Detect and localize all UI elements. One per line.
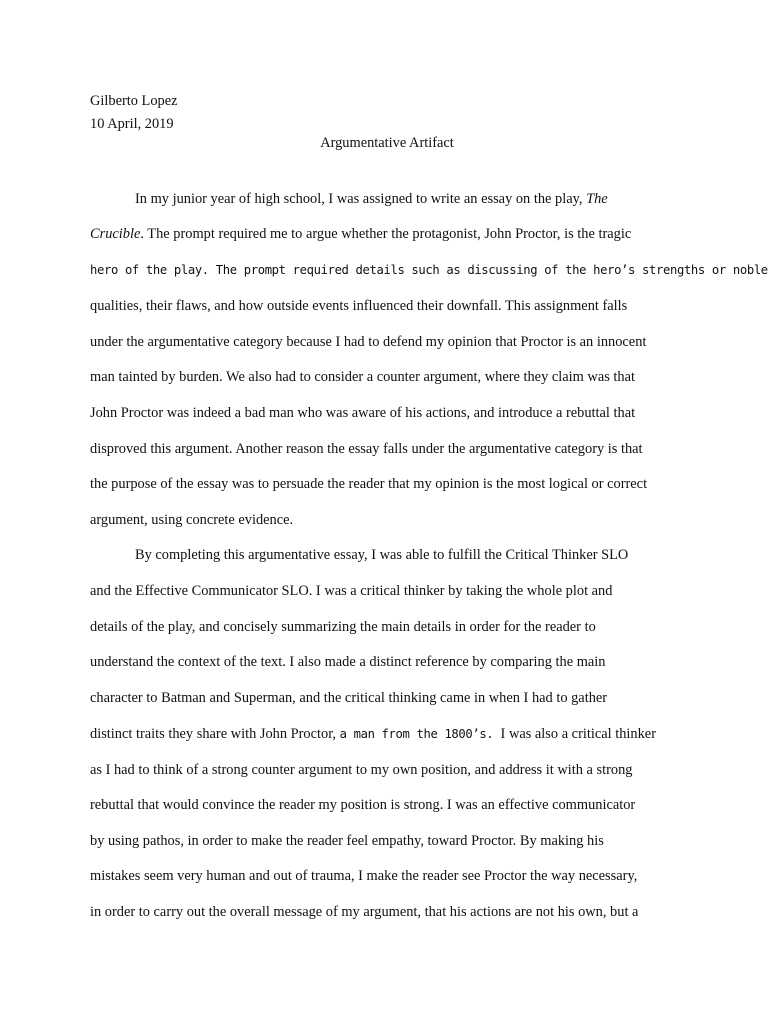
text-line: [90, 224, 631, 244]
play-title-italic: Crucible: [90, 226, 141, 242]
text-run: distinct traits they share with John Proctor,: [90, 726, 340, 742]
text-line: details of the play, and concisely summarizing the main details in order for the reader to: [90, 619, 596, 635]
text-run: In my junior year of high school, I was assigned to write an essay on the play,: [135, 191, 587, 207]
author-name: Gilberto Lopez: [90, 93, 178, 109]
text-line: rebuttal that would convince the reader my position is strong. I was an effective communicator: [90, 797, 636, 813]
text-line: as I had to think of a strong counter argument to my own position, and address it with a strong: [90, 762, 633, 778]
text-run: I was also a critical thinker: [493, 726, 656, 742]
text-line: character to Batman and Superman, and the critical thinking came in when I had to gather: [90, 690, 608, 706]
text-line: in order to carry out the overall message of my argument, that his actions are not his own, but a: [90, 904, 639, 920]
text-line: the purpose of the essay was to persuade the reader that my opinion is the most logical or correct: [90, 476, 648, 492]
text-line: mistakes seem very human and out of trauma, I make the reader see Proctor the way necessary,: [90, 868, 638, 884]
text-line: hero of the play. The prompt required details such as discussing of the hero’s strengths or noble: [90, 263, 768, 277]
text-line: [90, 724, 656, 744]
text-line: By completing this argumentative essay, I was able to fulfill the Critical Thinker SLO: [135, 547, 629, 563]
text-line: man tainted by burden. We also had to consider a counter argument, where they claim was that: [90, 369, 635, 385]
text-run-alt-font: a man from the 1800’s.: [339, 727, 494, 741]
text-line: qualities, their flaws, and how outside events influenced their downfall. This assignment falls: [90, 298, 628, 314]
text-line: John Proctor was indeed a bad man who was aware of his actions, and introduce a rebuttal that: [90, 405, 636, 421]
play-title-italic: The: [586, 191, 608, 207]
text-run: . The prompt required me to argue whether the protagonist, John Proctor, is the tragic: [140, 226, 632, 242]
text-line: argument, using concrete evidence.: [90, 512, 294, 528]
document-date: 10 April, 2019: [90, 116, 174, 132]
text-line: and the Effective Communicator SLO. I was a critical thinker by taking the whole plot and: [90, 583, 613, 599]
text-line: [135, 189, 608, 209]
text-line: by using pathos, in order to make the reader feel empathy, toward Proctor. By making his: [90, 833, 604, 849]
document-title: Argumentative Artifact: [320, 135, 454, 151]
text-line: disproved this argument. Another reason the essay falls under the argumentative category is that: [90, 441, 643, 457]
text-line: understand the context of the text. I also made a distinct reference by comparing the main: [90, 654, 606, 670]
text-line: under the argumentative category because I had to defend my opinion that Proctor is an innocent: [90, 334, 647, 350]
